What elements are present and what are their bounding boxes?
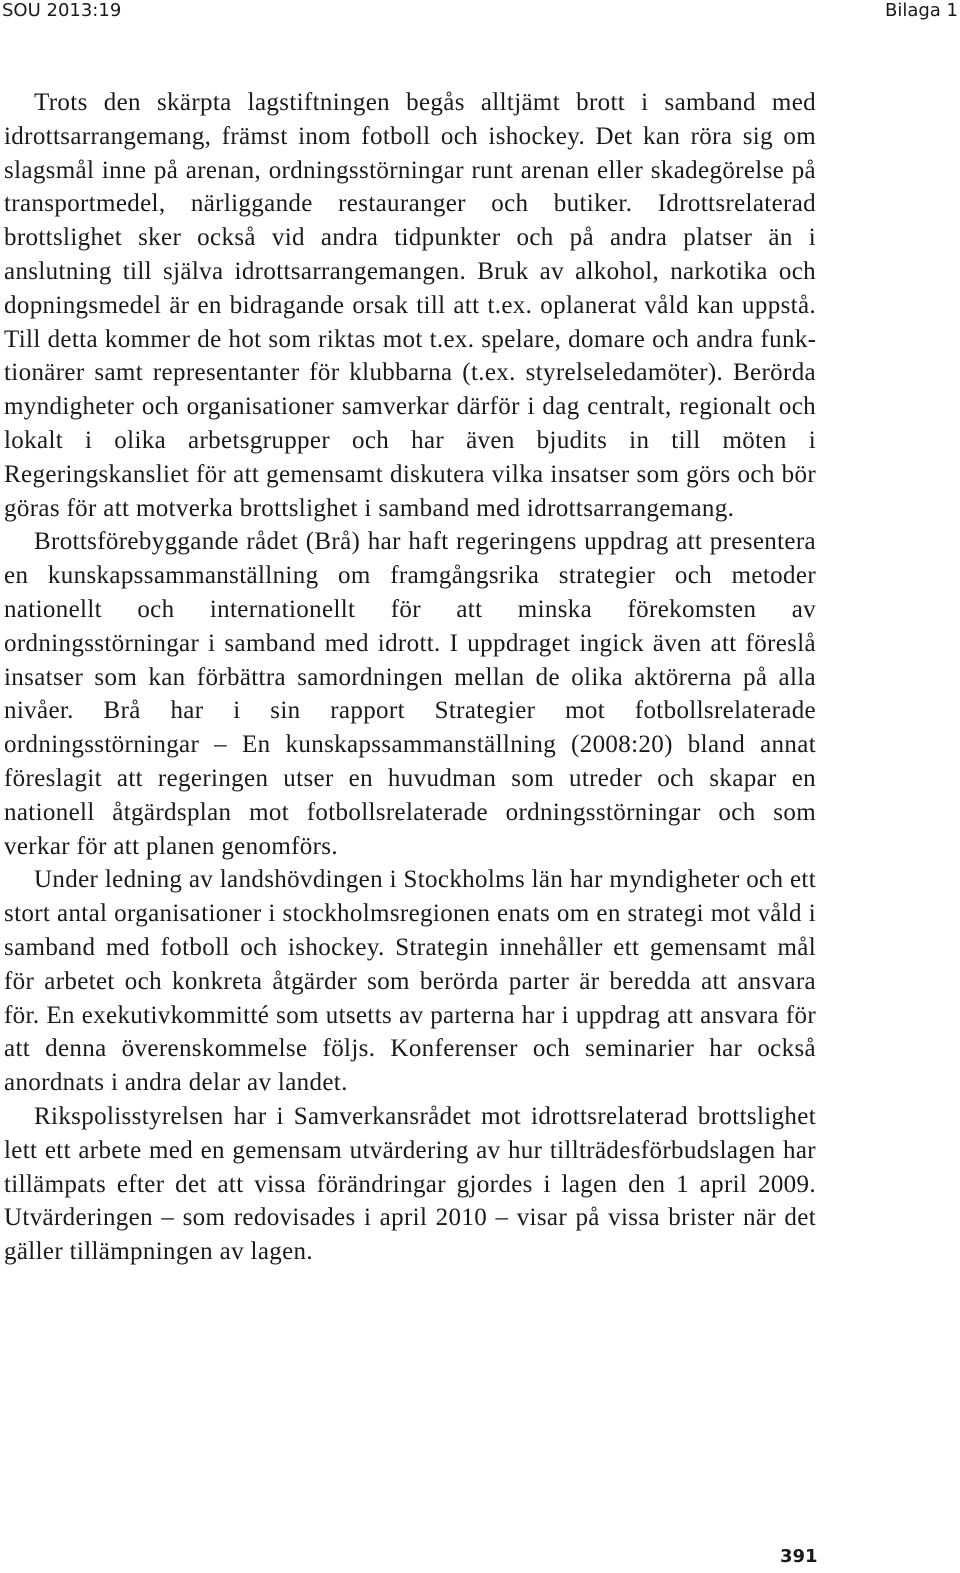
running-header — [0, 0, 960, 24]
document-series-label: SOU 2013:19 — [2, 0, 122, 21]
appendix-label: Bilaga 1 — [884, 0, 958, 21]
paragraph: Under ledning av landshövdingen i Stockholms län har myndigheter och ett stort antal organisationer i stockholmsregionen enats om en strategi mot våld i samband med fotboll och ishockey. Strategin innehåller ett gemensamt mål för arbetet och konkreta åtgärder som berörda parter är beredda att ansvara för. En exekutivkommitté som utsetts av parterna har i uppdrag att ansvara för att denna överenskommelse följs. Konferenser och seminarier har också anordnats i andra delar av landet. — [4, 866, 816, 1097]
page-number: 391 — [780, 1546, 818, 1567]
paragraph: Trots den skärpta lagstiftningen begås alltjämt brott i samband med idrottsarrangemang, främst inom fotboll och ishockey. Det kan röra sig om slagsmål inne på arenan, ordningsstörningar runt arenan eller skadegörelse på transportmedel, närliggande restauranger och butiker. Idrottsrelaterad brottslighet sker också vid andra tidpunkter och på andra platser än i anslutning till själva idrottsarrangemangen. Bruk av alkohol, narkotika och dopningsmedel är en bidragande orsak till att t.ex. oplanerat våld kan uppstå. Till detta kommer de hot som riktas mot t.ex. spelare, domare och andra funktionärer samt representanter för klubbarna (t.ex. styrelseledamöter). Berörda myndigheter och organisationer samverkar därför i dag centralt, regionalt och lokalt i olika arbetsgrupper och har även bjudits in till möten i Regeringskansliet för att gemensamt diskutera vilka insatser som görs och bör göras för att motverka brottslighet i samband med idrottsarrangemang. — [4, 89, 816, 522]
body-text — [4, 86, 816, 1269]
paragraph: Brottsförebyggande rådet (Brå) har haft regeringens uppdrag att presentera en kunskapssammanställning om framgångsrika strategier och metoder nationellt och internationellt för att minska förekomsten av ordningsstörningar i samband med idrott. I uppdraget ingick även att föreslå insatser som kan förbättra samordningen mellan de olika aktörerna på alla nivåer. Brå har i sin rapport Strategier mot fotbollsrelaterade ordningsstörningar – En kunskapssammanställning (2008:20) bland annat föreslagit att regeringen utser en huvudman som utreder och skapar en nationell åtgärdsplan mot fotbollsrelaterade ordningsstörningar och som verkar för att planen genomförs. — [4, 528, 816, 860]
paragraph: Rikspolisstyrelsen har i Samverkansrådet mot idrottsrelaterad brottslighet lett ett arbete med en gemensam utvärdering av hur tillträdesförbudslagen har tillämpats efter det att vissa förändringar gjordes i lagen den 1 april 2009. Utvärderingen – som redovisades i april 2010 – visar på vissa brister när det gäller tillämpningen av lagen. — [4, 1102, 816, 1266]
